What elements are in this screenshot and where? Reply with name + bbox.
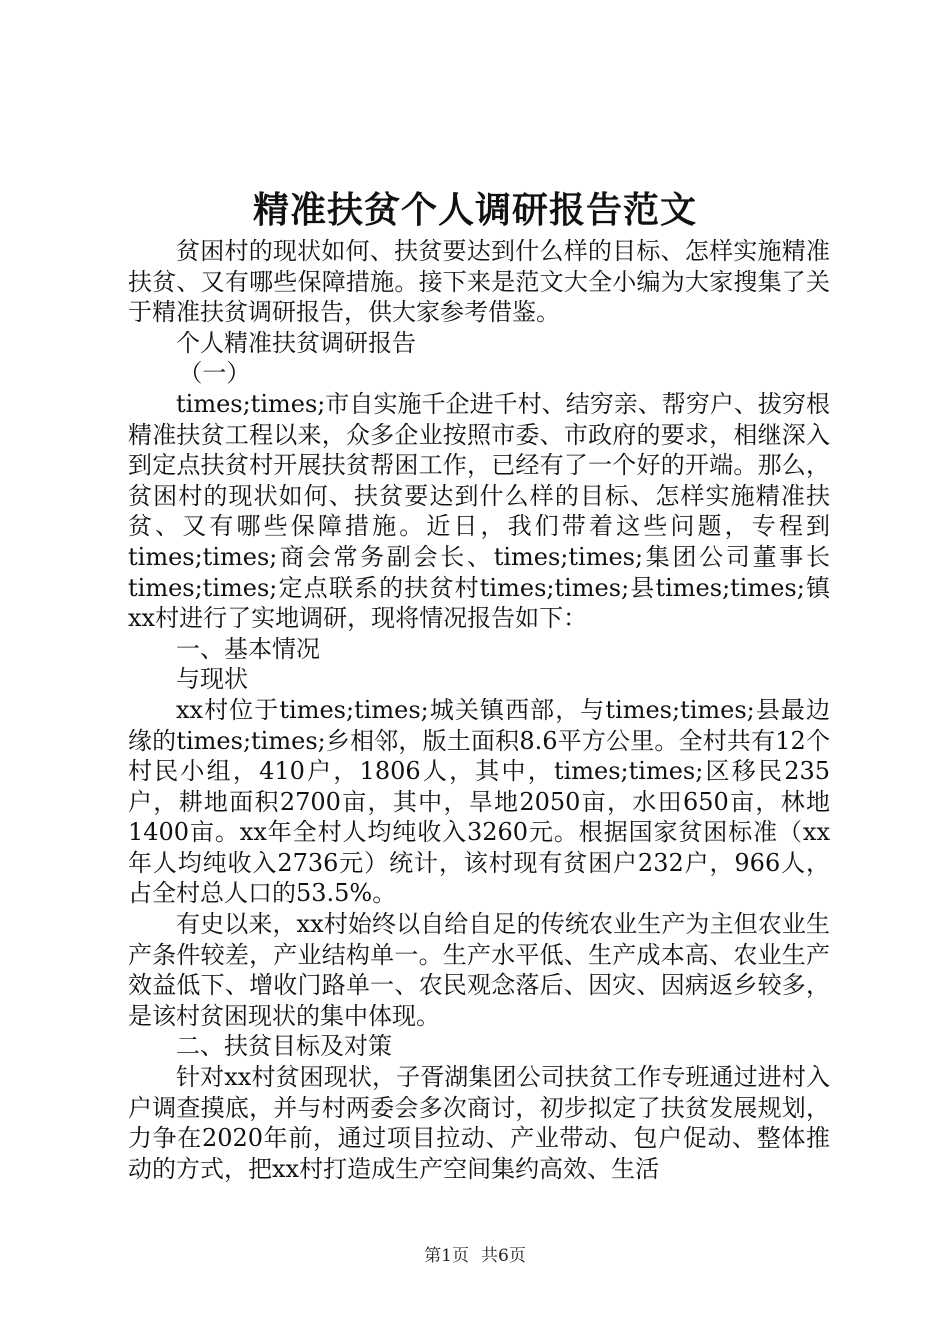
history-paragraph: 有史以来，xx村始终以自给自足的传统农业生产为主但农业生产条件较差，产业结构单一。生产水平低、生产成本高、农业生产效益低下、增收门路单一、农民观念落后、因灾、因病返乡较多，是该村贫困现状的集中体现。 <box>128 910 830 1030</box>
page-total: 共6页 <box>481 1246 526 1266</box>
page-footer <box>0 1244 950 1268</box>
section-heading-basic: 一、基本情况 <box>176 634 320 663</box>
section-heading-goals: 二、扶贫目标及对策 <box>176 1032 392 1061</box>
plan-paragraph: 针对xx村贫困现状，子胥湖集团公司扶贫工作专班通过进村入户调查摸底，并与村两委会多次商讨，初步拟定了扶贫发展规划，力争在2020年前，通过项目拉动、产业带动、包户促动、整体推动的方式，把xx村打造成生产空间集约高效、生活 <box>128 1063 830 1183</box>
document-body <box>128 236 830 1184</box>
background-paragraph: times;times;市自实施千企进千村、结穷亲、帮穷户、拔穷根精准扶贫工程以来，众多企业按照市委、市政府的要求，相继深入到定点扶贫村开展扶贫帮困工作，已经有了一个好的开端。那么，贫困村的现状如何、扶贫要达到什么样的目标、怎样实施精准扶贫、又有哪些保障措施。近日，我们带着这些问题，专程到times;times;商会常务副会长、times;times;集团公司董事长times;times;定点联系的扶贫村times;times;县times;times;镇xx村进行了实地调研，现将情况报告如下： <box>128 389 830 633</box>
page-number: 第1页 <box>424 1246 469 1266</box>
intro-paragraph: 贫困村的现状如何、扶贫要达到什么样的目标、怎样实施精准扶贫、又有哪些保障措施。接下来是范文大全小编为大家搜集了关于精准扶贫调研报告，供大家参考借鉴。 <box>128 237 830 327</box>
section-number: （一） <box>178 359 251 388</box>
document-title: 精准扶贫个人调研报告范文 <box>252 189 697 231</box>
section-heading-status: 与现状 <box>176 665 248 694</box>
village-stats-paragraph: xx村位于times;times;城关镇西部，与times;times;县最边缘的times;times;乡相邻，版土面积8.6平方公里。全村共有12个村民小组，410户，1806人，其中，times;times;区移民235户，耕地面积2700亩，其中，旱地2050亩，水田650亩，林地1400亩。xx年全村人均纯收入3260元。根据国家贫困标准（xx年人均纯收入2736元）统计，该村现有贫困户232户，966人，占全村总人口的53.5%。 <box>128 695 830 908</box>
subtitle-heading: 个人精准扶贫调研报告 <box>176 328 416 357</box>
